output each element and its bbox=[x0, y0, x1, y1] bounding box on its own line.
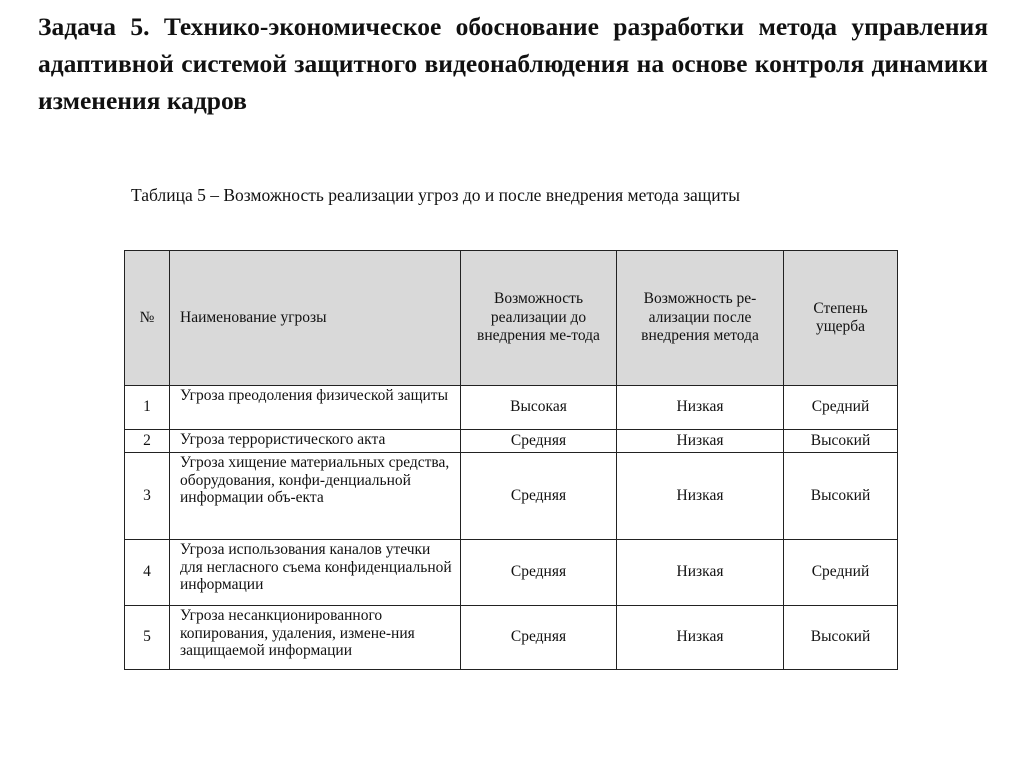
table-caption: Таблица 5 – Возможность реализации угроз до и после внедрения метода защиты bbox=[131, 185, 741, 205]
row-possibility-after: Низкая bbox=[617, 386, 784, 430]
row-damage-level: Средний bbox=[784, 540, 898, 606]
slide-title: Задача 5. Технико-экономическое обоснование разработки метода управления адаптивной системой защитного видеонаблюдения на основе контроля динамики изменения кадров bbox=[38, 12, 988, 115]
row-num: 3 bbox=[125, 453, 170, 540]
row-num: 4 bbox=[125, 540, 170, 606]
row-possibility-before: Средняя bbox=[461, 453, 617, 540]
row-num: 1 bbox=[125, 386, 170, 430]
row-threat-name: Угроза преодоления физической защиты bbox=[170, 386, 461, 430]
row-possibility-after: Низкая bbox=[617, 430, 784, 453]
table-row bbox=[125, 386, 898, 430]
row-threat-name: Угроза несанкционированного копирования, удаления, измене-ния защищаемой информации bbox=[170, 606, 461, 670]
row-damage-level: Высокий bbox=[784, 430, 898, 453]
row-possibility-after: Низкая bbox=[617, 606, 784, 670]
table-row bbox=[125, 540, 898, 606]
header-possibility-after: Возможность ре-ализации после внедрения метода bbox=[617, 251, 784, 386]
table-header-row bbox=[125, 251, 898, 386]
row-threat-name: Угроза хищение материальных средства, оборудования, конфи-денциальной информации объ-екта bbox=[170, 453, 461, 540]
header-threat-name: Наименование угрозы bbox=[170, 251, 461, 386]
threat-table bbox=[124, 250, 898, 670]
row-possibility-after: Низкая bbox=[617, 540, 784, 606]
table-row bbox=[125, 606, 898, 670]
row-num: 2 bbox=[125, 430, 170, 453]
header-num: № bbox=[125, 251, 170, 386]
row-damage-level: Высокий bbox=[784, 606, 898, 670]
row-possibility-before: Средняя bbox=[461, 540, 617, 606]
header-possibility-before: Возможность реализации до внедрения ме-тода bbox=[461, 251, 617, 386]
table-row bbox=[125, 430, 898, 453]
row-damage-level: Высокий bbox=[784, 453, 898, 540]
table-row bbox=[125, 453, 898, 540]
row-possibility-before: Средняя bbox=[461, 606, 617, 670]
row-threat-name: Угроза использования каналов утечки для негласного съема конфиденциальной информации bbox=[170, 540, 461, 606]
row-possibility-before: Средняя bbox=[461, 430, 617, 453]
row-threat-name: Угроза террористического акта bbox=[170, 430, 461, 453]
header-damage-level: Степень ущерба bbox=[784, 251, 898, 386]
row-possibility-before: Высокая bbox=[461, 386, 617, 430]
row-possibility-after: Низкая bbox=[617, 453, 784, 540]
row-num: 5 bbox=[125, 606, 170, 670]
row-damage-level: Средний bbox=[784, 386, 898, 430]
